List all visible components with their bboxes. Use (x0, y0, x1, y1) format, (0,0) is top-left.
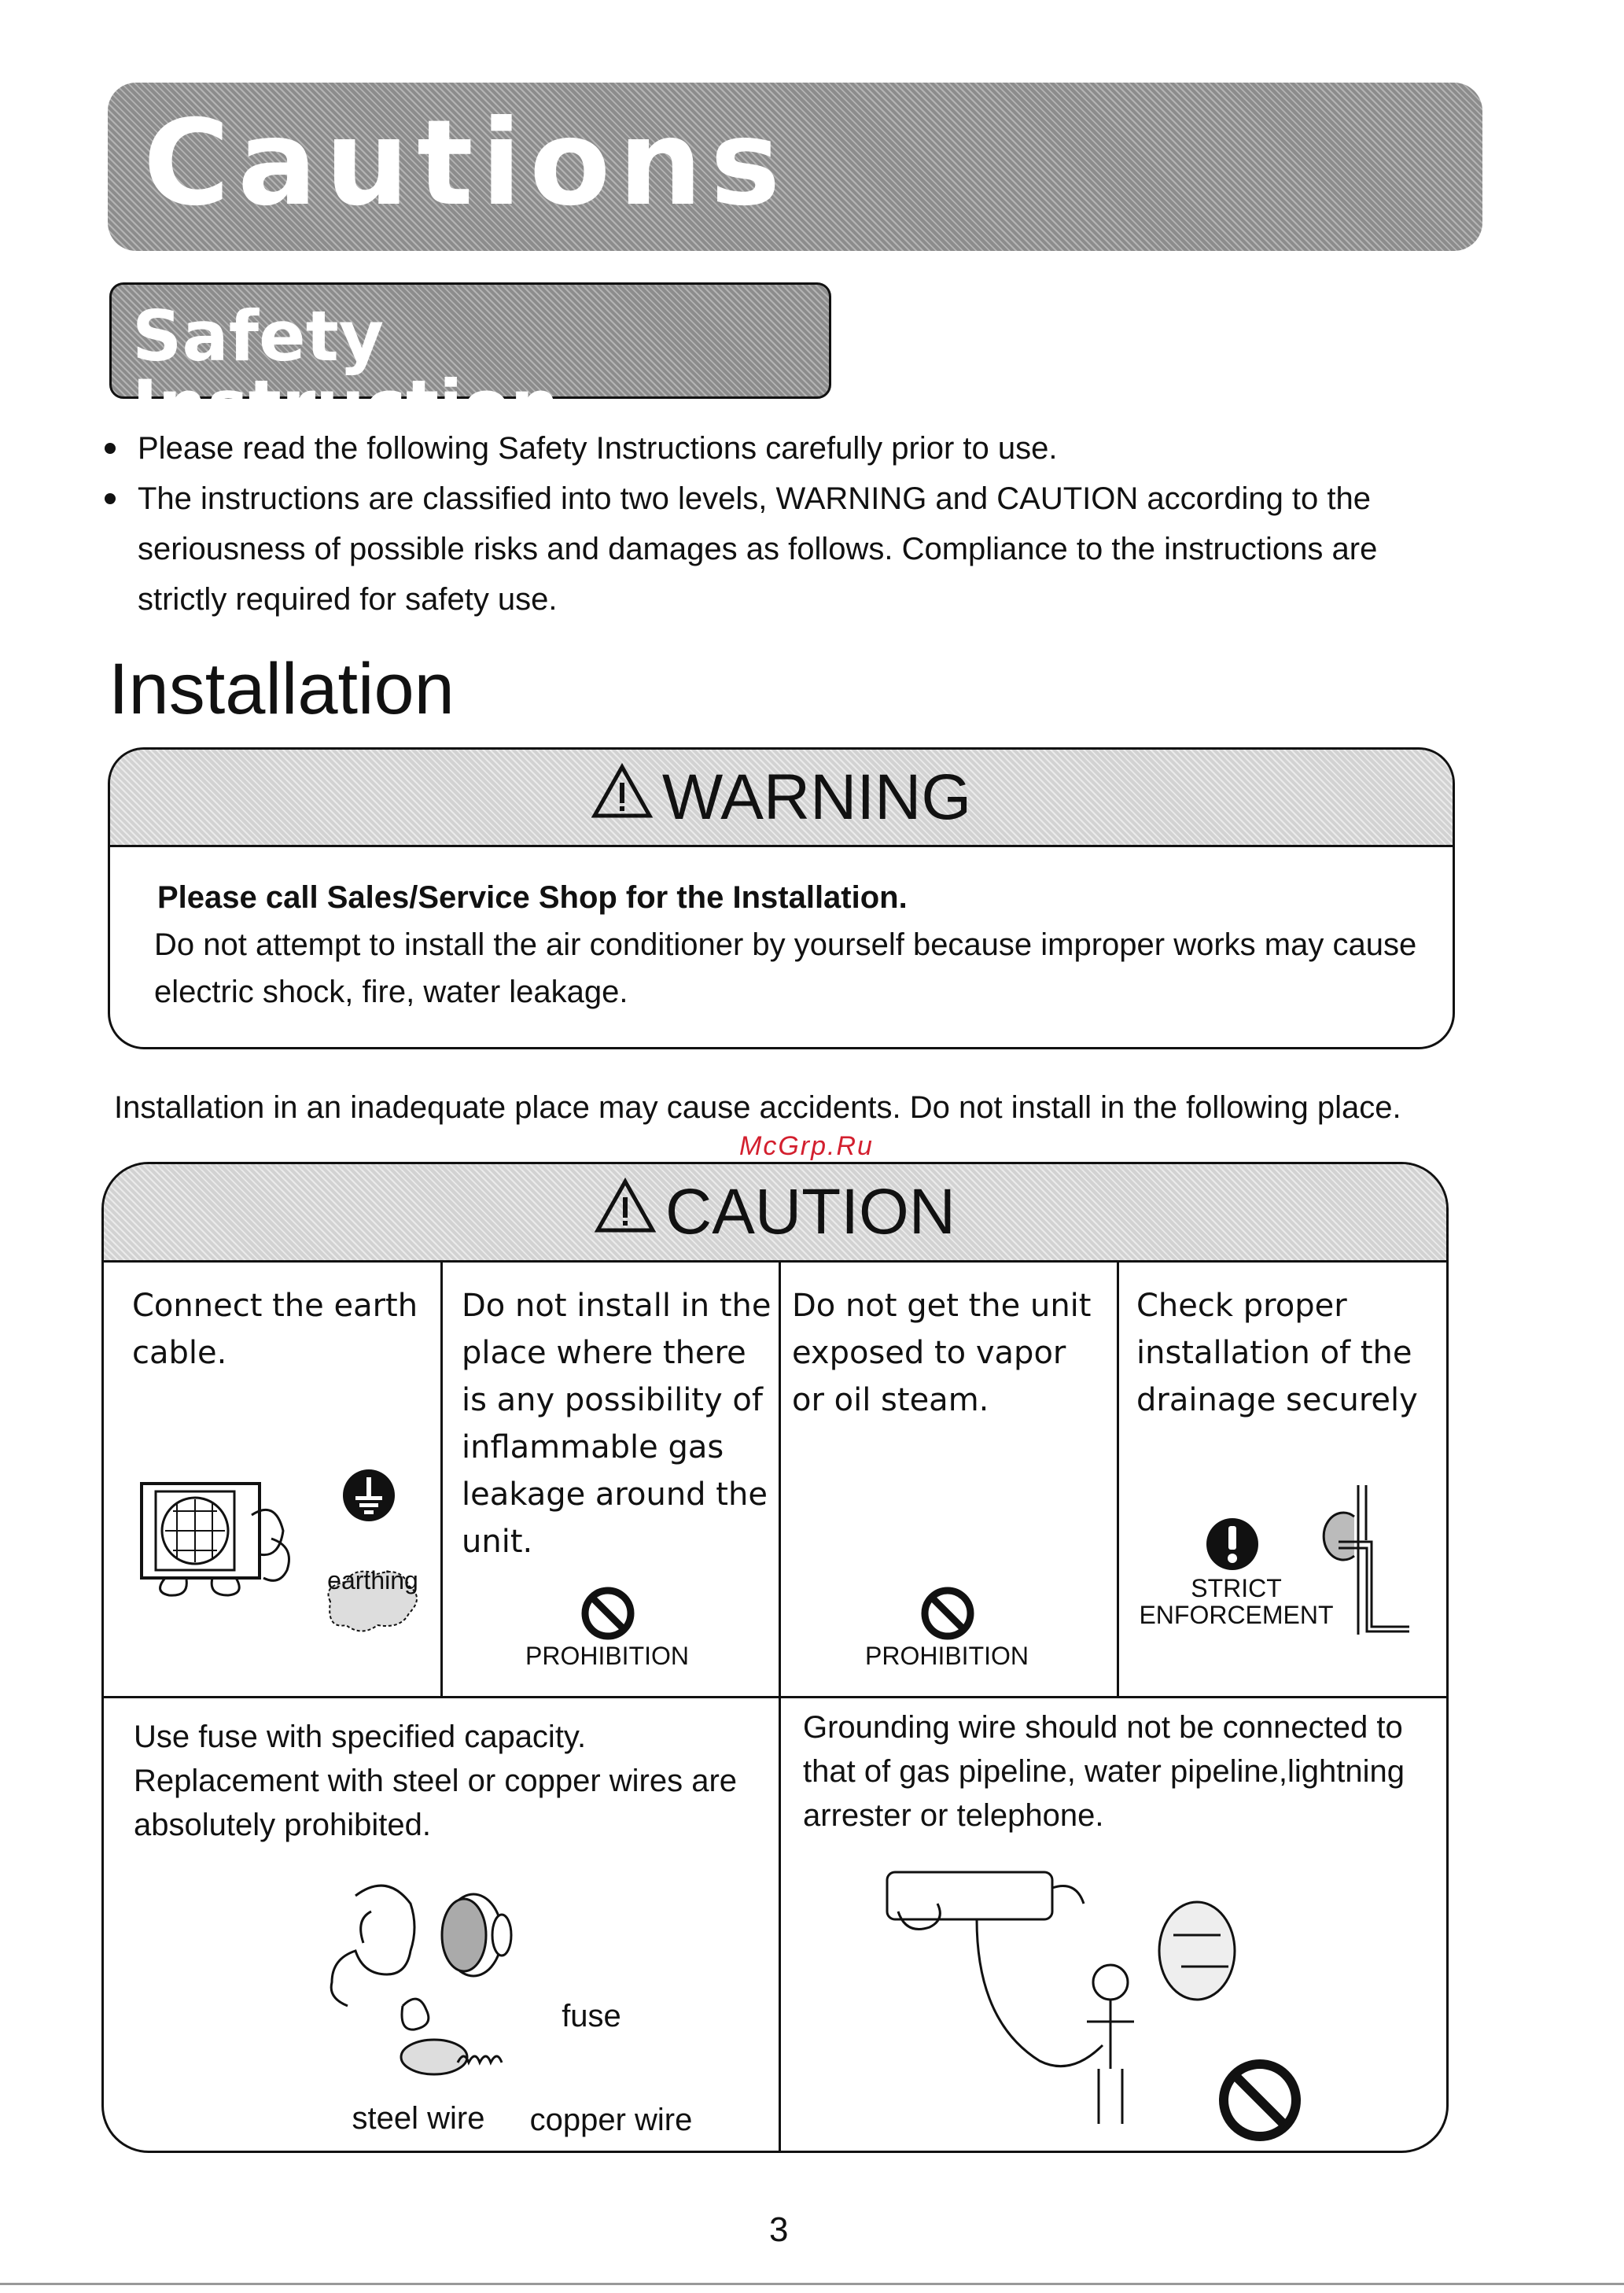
prohibition-icon (920, 1586, 975, 1641)
strict-label: STRICT (1191, 1574, 1282, 1602)
caution-cell-4-text: Check proper installation of the drainage securely (1136, 1288, 1418, 1418)
warning-header (110, 750, 1453, 847)
copper-wire-label: copper wire (529, 2103, 693, 2137)
grid-divider (1117, 1260, 1119, 1698)
intro-line: Installation in an inadequate place may cause accidents. Do not install in the following place. (114, 1090, 1401, 1125)
caution-bottom-left-text: Use fuse with specified capacity. Replacement with steel or copper wires are absolutely prohibited. (134, 1720, 738, 1842)
prohibition-label: PROHIBITION (525, 1642, 689, 1670)
grounding-illustration (882, 1864, 1354, 2132)
warning-label: WARNING (661, 761, 972, 833)
warning-bold-line: Please call Sales/Service Shop for the Installation. (157, 880, 908, 915)
page-title: Cautions (143, 95, 789, 232)
warning-triangle-icon (595, 1178, 656, 1233)
bullet-text: Please read the following Safety Instructions carefully prior to use. (138, 431, 1058, 466)
bullet-dot-icon (105, 443, 116, 454)
subtitle-banner (109, 282, 831, 446)
section-heading: Installation (109, 649, 455, 729)
grid-divider (779, 1260, 781, 2153)
caution-title (104, 1176, 1446, 1248)
prohibition-label: PROHIBITION (864, 1642, 1029, 1670)
bullet-item (105, 423, 1442, 474)
caution-label: CAUTION (665, 1176, 956, 1248)
grid-divider (104, 1696, 1449, 1698)
caution-cell-2-text: Do not install in the place where there is any possibility of inflammable gas leakage around the unit. (462, 1288, 771, 1560)
grid-divider (440, 1260, 443, 1698)
page-number: 3 (769, 2210, 789, 2249)
earth-ground-icon (341, 1468, 396, 1523)
strict-enforcement-icon (1205, 1517, 1260, 1572)
watermark: McGrp.Ru (739, 1131, 874, 1161)
bottom-rule (0, 2283, 1624, 2285)
warning-triangle-icon (591, 764, 653, 819)
warning-box (108, 747, 1455, 1049)
caution-header (104, 1164, 1446, 1263)
title-banner (108, 83, 1482, 251)
warning-body: Do not attempt to install the air conditioner by yourself because improper works may cause electric shock, fire, water leakage. (154, 927, 1417, 1009)
steel-wire-label: steel wire (352, 2101, 485, 2136)
caution-box (101, 1162, 1449, 2153)
prohibition-icon (580, 1586, 635, 1641)
fuse-label: fuse (562, 1999, 621, 2033)
drainage-pipe-illustration (1307, 1485, 1409, 1642)
fuse-person-illustration (316, 1880, 709, 2108)
warning-title (110, 761, 1453, 833)
caution-cell-3-text: Do not get the unit exposed to vapor or oil steam. (792, 1288, 1092, 1418)
bullet-item (105, 474, 1457, 625)
earthing-label: earthing (327, 1566, 418, 1594)
enforcement-label: ENFORCEMENT (1139, 1601, 1334, 1629)
caution-bottom-right-text: Grounding wire should not be connected to that of gas pipeline, water pipeline,lightning arrester or telephone. (803, 1710, 1405, 1833)
bullet-dot-icon (105, 493, 116, 504)
bullet-text: The instructions are classified into two levels, WARNING and CAUTION according to the seriousness of possible risks and damages as follows. Compliance to the instructions are strictly required for safety use. (138, 481, 1378, 617)
subtitle: Safety Instruction (132, 296, 560, 446)
caution-cell-1-text: Connect the earth cable. (132, 1288, 418, 1371)
